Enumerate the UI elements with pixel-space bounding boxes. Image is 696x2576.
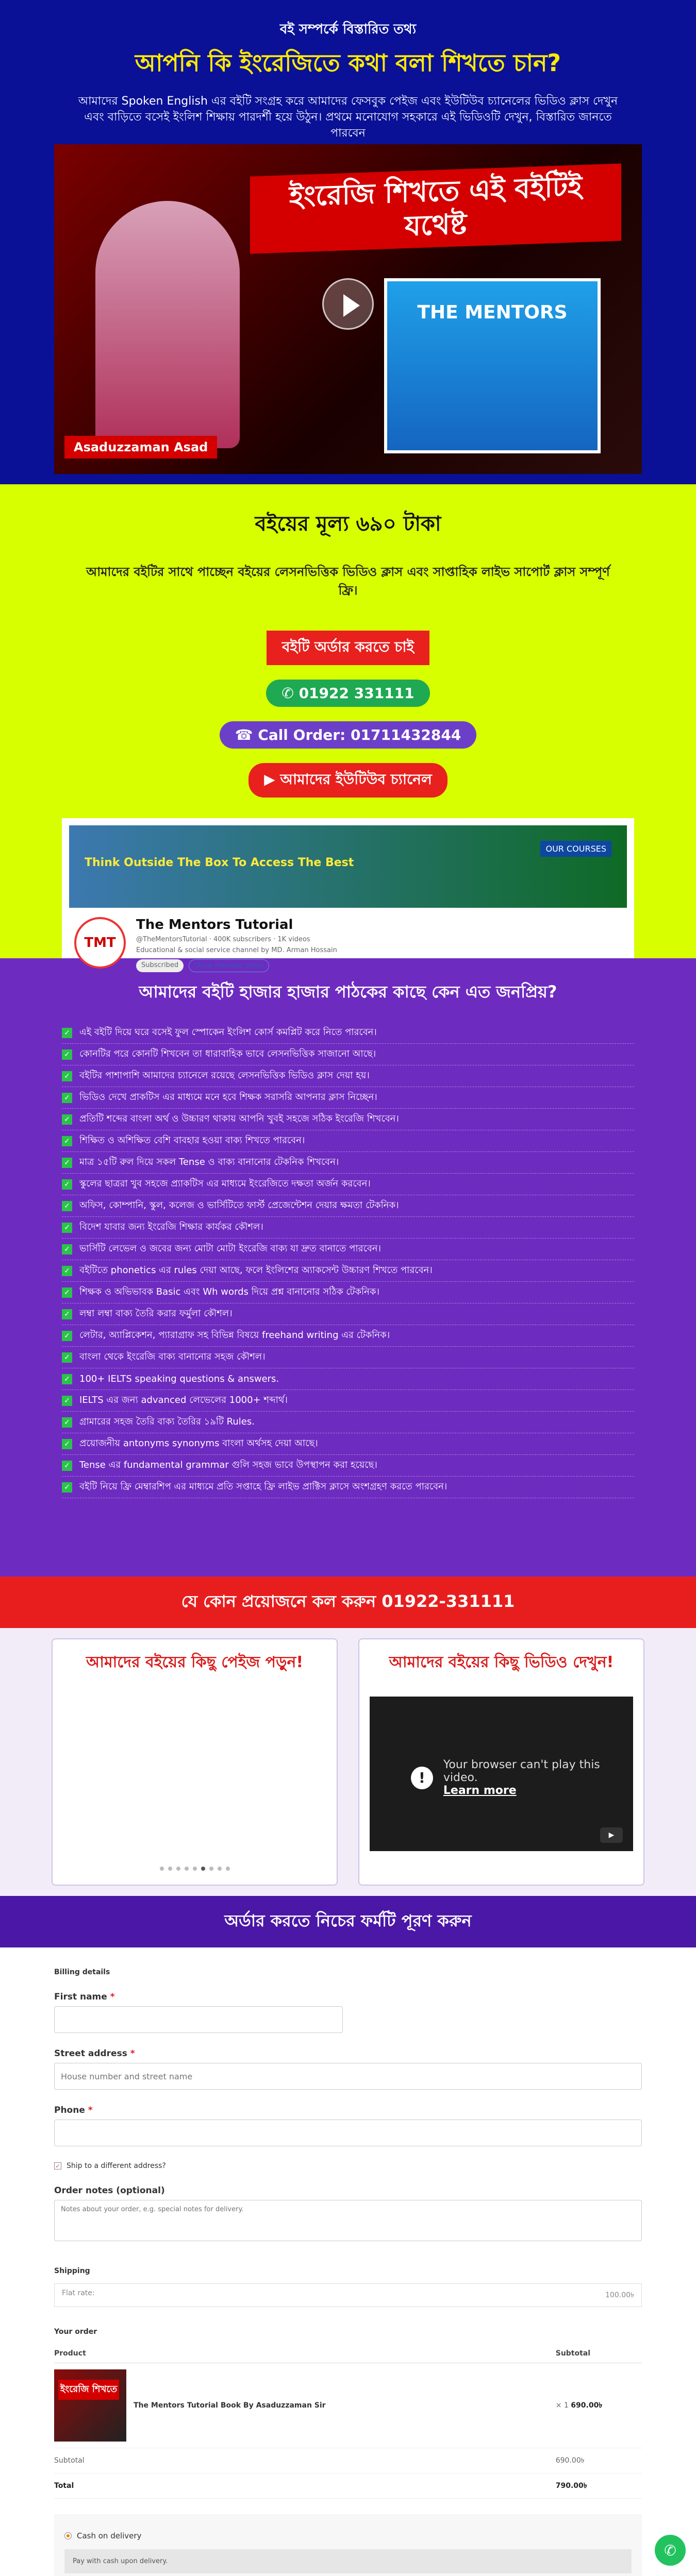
why-item-text: বইটিতে phonetics এর rules দেয়া আছে, ফলে ইংলিশের অ্যাকসেন্ট উচ্চারণ শিখতে পারবেন।	[79, 1265, 433, 1276]
street-label: Street address *	[54, 2048, 135, 2059]
why-list	[62, 1022, 634, 1498]
whatsapp-button[interactable]	[266, 680, 429, 707]
why-item-text: গ্রামারের সহজ তৈরি বাক্য তৈরির ১৯টি Rules.	[79, 1416, 255, 1427]
total-row	[54, 2473, 642, 2499]
why-list-item	[62, 1477, 634, 1498]
check-icon: ✓	[62, 1201, 72, 1211]
why-item-text: বইটির পাশাপাশি আমাদের চ্যানেলে রয়েছে লেসনভিত্তিক ভিডিও ক্লাস দেয়া হয়।	[79, 1070, 370, 1081]
why-item-text: ভার্সিটি লেভেল ও জবের জন্য মোটা মোটা ইংরেজি বাক্য যা দ্রুত বানাতে পারবেন।	[79, 1243, 381, 1254]
why-list-item	[62, 1433, 634, 1455]
why-list-item	[62, 1174, 634, 1195]
subtotal-label: Subtotal	[54, 2448, 556, 2473]
check-icon: ✓	[62, 1396, 72, 1406]
banner-courses: OUR COURSES	[540, 841, 611, 857]
why-list-item	[62, 1065, 634, 1087]
video-banner: ইংরেজি শিখতে এই বইটিই যথেষ্ট	[250, 163, 621, 253]
why-list-item	[62, 1390, 634, 1412]
why-item-text: লম্বা লম্বা বাক্য তৈরি করার ফর্মুলা কৌশল।	[79, 1308, 233, 1319]
ship-different-label: Ship to a different address?	[67, 2162, 166, 2170]
slider-dot[interactable]	[218, 1867, 222, 1871]
why-list-item	[62, 1239, 634, 1260]
slider-dot[interactable]	[160, 1867, 164, 1871]
why-list-item	[62, 1130, 634, 1152]
check-icon: ✓	[62, 1287, 72, 1298]
order-notes-field[interactable]	[54, 2200, 642, 2241]
channel-handle: @TheMentorsTutorial · 400K subscribers · 1K videos	[136, 936, 310, 943]
youtube-icon: ▶	[264, 771, 280, 788]
channel-about: Educational & social service channel by MD. Arman Hossain	[136, 946, 337, 954]
checkbox-icon[interactable]: ✓	[54, 2162, 61, 2170]
notes-label: Order notes (optional)	[54, 2185, 165, 2196]
why-list-item	[62, 1109, 634, 1130]
youtube-label: আমাদের ইউটিউব চ্যানেল	[280, 771, 432, 788]
why-item-text: কোনটির পরে কোনটি শিখবেন তা ধারাবাহিক ভাবে লেসনভিত্তিক সাজানো আছে।	[79, 1048, 376, 1059]
radio-icon[interactable]	[64, 2532, 72, 2539]
why-item-text: 100+ IELTS speaking questions & answers.	[79, 1374, 279, 1384]
check-icon: ✓	[62, 1374, 72, 1384]
why-list-item	[62, 1195, 634, 1217]
check-icon: ✓	[62, 1028, 72, 1038]
why-list-item	[62, 1260, 634, 1282]
why-item-text: লেটার, অ্যাপ্লিকেশন, প্যারাগ্রাফ সহ বিভিন্ন বিষয়ে freehand writing এর টেকনিক।	[79, 1330, 390, 1341]
whatsapp-label: 01922 331111	[299, 685, 415, 702]
phone-field[interactable]	[54, 2120, 642, 2146]
video-section	[0, 144, 696, 484]
check-icon: ✓	[62, 1417, 72, 1428]
payment-methods	[54, 2514, 642, 2576]
check-icon: ✓	[62, 1482, 72, 1493]
presenter-image	[95, 201, 240, 448]
why-list-item	[62, 1022, 634, 1044]
first-name-label: First name *	[54, 1992, 115, 2002]
phone-label: Phone *	[54, 2105, 93, 2115]
videos-title: আমাদের বইয়ের কিছু ভিডিও দেখুন!	[389, 1653, 614, 1671]
check-icon: ✓	[62, 1158, 72, 1168]
why-item-text: IELTS এর জন্য advanced লেভেলের 1000+ শব্দার্থ।	[79, 1395, 288, 1405]
order-header-text: অর্ডার করতে নিচের ফর্মটি পূরণ করুন	[224, 1911, 472, 1930]
hero-section	[0, 0, 696, 144]
check-icon: ✓	[62, 1309, 72, 1319]
hero-description: আমাদের Spoken English এর বইটি সংগ্রহ করে আমাদের ফেসবুক পেইজ এবং ইউটিউব চ্যানেলের ভিডিও ক্লাস দেখুন এবং বাড়িতে বসেই ইংলিশ শিক্ষায় পারদর্শী হয়ে উঠুন। প্রথমে মনোযোগ সহকারে এই ভিডিওটি দেখুন, বিস্তারিত জানতে পারবেন	[78, 95, 618, 140]
col-product: Product	[54, 2344, 556, 2363]
why-list-item	[62, 1368, 634, 1390]
channel-logo: TMT	[74, 917, 126, 969]
hero-subtitle: বই সম্পর্কে বিস্তারিত তথ্য	[279, 22, 417, 37]
why-list-item	[62, 1303, 634, 1325]
slider-dot[interactable]	[193, 1867, 197, 1871]
why-list-item	[62, 1347, 634, 1368]
slider-dot[interactable]	[185, 1867, 189, 1871]
price-description: আমাদের বইটির সাথে পাচ্ছেন বইয়ের লেসনভিত্তিক ভিডিও ক্লাস এবং সাপ্তাহিক লাইভ সাপোর্ট ক্লাস সম্পূর্ণ ফ্রি।	[86, 565, 610, 598]
why-item-text: বইটি নিয়ে ফ্রি মেম্বারশিপ এর মাধ্যমে প্রতি সপ্তাহে ফ্রি লাইভ প্রাক্টিস ক্লাসে অংশগ্রহণ করতে পারবেন।	[79, 1481, 448, 1492]
why-item-text: মাত্র ১৫টি রুল দিয়ে সকল Tense ও বাক্য বানানোর টেকনিক শিখবেন।	[79, 1157, 339, 1167]
member-perks-button[interactable]: Show member perks	[189, 959, 269, 972]
check-icon: ✓	[62, 1136, 72, 1146]
channel-banner	[69, 825, 627, 908]
youtube-logo-icon[interactable]: ▶	[600, 1827, 623, 1843]
flat-rate-amount: 100.00৳	[605, 2291, 634, 2299]
price-title: বইয়ের মূল্য ৬৯০ টাকা	[255, 512, 441, 536]
alert-icon: !	[411, 1767, 433, 1789]
why-item-text: শিক্ষক ও অভিভাবক Basic এবং Wh words দিয়ে প্রশ্ন বানানোর সঠিক টেকনিক।	[79, 1286, 379, 1297]
why-list-item	[62, 1152, 634, 1174]
slider-dots	[63, 1867, 326, 1871]
why-list-item	[62, 1325, 634, 1347]
video-error-text: Your browser can't play this video.	[443, 1758, 600, 1784]
check-icon: ✓	[62, 1223, 72, 1233]
play-icon[interactable]	[322, 278, 374, 330]
slider-dot-active[interactable]	[201, 1867, 205, 1871]
why-popular-section	[0, 958, 696, 1577]
why-item-text: বাংলা থেকে ইংরেজি বাক্য বানানোর সহজ কৌশল।	[79, 1351, 266, 1362]
payment-cod[interactable]	[64, 2524, 632, 2547]
learn-more-link[interactable]: Learn more	[443, 1784, 517, 1797]
channel-name: The Mentors Tutorial	[136, 917, 293, 933]
shipping-row	[54, 2283, 642, 2307]
subscribed-button[interactable]: Subscribed	[136, 959, 184, 972]
slider-dot[interactable]	[168, 1867, 172, 1871]
check-icon: ✓	[62, 1439, 72, 1449]
checkout-form	[0, 1947, 696, 2576]
check-icon: ✓	[62, 1331, 72, 1341]
product-name: The Mentors Tutorial Book By Asaduzzaman Sir	[134, 2401, 326, 2410]
call-bar	[0, 1577, 696, 1628]
whatsapp-float-icon[interactable]: ✆	[655, 2535, 686, 2566]
book-videos-box	[358, 1638, 644, 1886]
why-item-text: অফিস, কোম্পানি, স্কুল, কলেজ ও ভার্সিটিতে ফার্স্ট প্রেজেন্টেশন দেয়ার ক্ষমতা টেকনিক।	[79, 1200, 399, 1211]
your-order-heading: Your order	[54, 2328, 97, 2336]
total-value: 790.00৳	[556, 2473, 642, 2499]
why-list-item	[62, 1282, 634, 1303]
why-item-text: প্রয়োজনীয় antonyms synonyms বাংলা অর্থসহ দেয়া আছে।	[79, 1438, 318, 1449]
media-section	[0, 1628, 696, 1896]
order-button[interactable]: বইটি অর্ডার করতে চাই	[267, 631, 429, 665]
cod-description: Pay with cash upon delivery.	[64, 2549, 632, 2573]
banner-slogan: Think Outside The Box To Access The Best	[85, 856, 354, 869]
slider-dot[interactable]	[226, 1867, 230, 1871]
why-title: আমাদের বইটি হাজার হাজার পাঠকের কাছে কেন এত জনপ্রিয়?	[139, 982, 557, 1002]
why-item-text: ভিডিও দেখে প্রাকটিস এর মাধ্যমে মনে হবে শিক্ষক সরাসরি আপনার ক্লাস নিচ্ছেন।	[79, 1092, 377, 1103]
why-item-text: Tense এর fundamental grammar গুলি সহজ ভাবে উপস্থাপন করা হয়েছে।	[79, 1460, 377, 1470]
why-list-item	[62, 1217, 634, 1239]
billing-heading: Billing details	[54, 1968, 110, 1976]
why-list-item	[62, 1412, 634, 1433]
check-icon: ✓	[62, 1244, 72, 1255]
why-item-text: এই বইটি দিয়ে ঘরে বসেই ফুল স্পোকেন ইংলিশ কোর্স কমপ্লিট করে নিতে পারবেন।	[79, 1027, 377, 1038]
presenter-name-tag: Asaduzzaman Asad	[64, 436, 217, 459]
product-thumbnail: ইংরেজি শিখতে	[54, 2369, 126, 2442]
street-field[interactable]	[54, 2063, 642, 2090]
cod-label: Cash on delivery	[77, 2531, 142, 2540]
total-label: Total	[54, 2473, 556, 2499]
hero-title: আপনি কি ইংরেজিতে কথা বলা শিখতে চান?	[135, 49, 561, 77]
promo-video[interactable]	[54, 144, 642, 474]
subtotal-value: 690.00৳	[556, 2448, 642, 2473]
pages-title: আমাদের বইয়ের কিছু পেইজ পড়ুন!	[86, 1653, 304, 1671]
why-item-text: শিক্ষিত ও অশিক্ষিত বেশি বাবহার হওয়া বাক্য শিখতে পারবেন।	[79, 1135, 305, 1146]
why-item-text: স্কুলের ছাত্ররা খুব সহজে প্র্যাকটিস এর মাধ্যমে ইংরেজিতে দক্ষতা অর্জন করবেন।	[79, 1178, 371, 1189]
youtube-channel-button[interactable]	[248, 763, 448, 798]
slider-dot[interactable]	[176, 1867, 180, 1871]
price-section	[0, 484, 696, 970]
check-icon: ✓	[62, 1179, 72, 1190]
whatsapp-icon: ✆	[281, 685, 299, 702]
why-list-item	[62, 1044, 634, 1065]
check-icon: ✓	[62, 1049, 72, 1060]
books-title: THE MENTORS	[417, 302, 568, 323]
check-icon: ✓	[62, 1114, 72, 1125]
check-icon: ✓	[62, 1461, 72, 1471]
order-item-row	[54, 2363, 642, 2448]
why-item-text: প্রতিটি শব্দের বাংলা অর্থ ও উচ্চারণ থাকায় আপনি খুবই সহজে সঠিক ইংরেজি শিখবেন।	[79, 1113, 399, 1124]
check-icon: ✓	[62, 1093, 72, 1103]
product-price: 690.00৳	[571, 2401, 603, 2410]
check-icon: ✓	[62, 1352, 72, 1363]
book-pages-box	[52, 1638, 338, 1886]
call-bar-text[interactable]: যে কোন প্রয়োজনে কল করুন 01922-331111	[181, 1591, 515, 1611]
why-list-item	[62, 1087, 634, 1109]
check-icon: ✓	[62, 1266, 72, 1276]
video-error	[411, 1758, 633, 1797]
check-icon: ✓	[62, 1071, 72, 1081]
first-name-field[interactable]	[54, 2006, 343, 2033]
product-qty: × 1	[555, 2401, 569, 2410]
why-list-item	[62, 1455, 634, 1477]
ship-different-checkbox[interactable]	[54, 2162, 642, 2170]
slider-dot[interactable]	[209, 1867, 213, 1871]
order-table	[54, 2344, 642, 2499]
embedded-video-player[interactable]	[370, 1697, 633, 1851]
phone-icon: ☎	[235, 726, 258, 743]
col-subtotal: Subtotal	[556, 2344, 642, 2363]
order-header	[0, 1896, 696, 1947]
why-item-text: বিদেশ যাবার জন্য ইংরেজি শিক্ষার কার্যকর কৌশল।	[79, 1222, 263, 1232]
flat-rate-label: Flat rate:	[62, 2289, 95, 2297]
call-order-button[interactable]	[220, 721, 477, 749]
book-stack-image	[384, 278, 601, 453]
call-label: Call Order: 01711432844	[258, 726, 461, 743]
shipping-heading: Shipping	[54, 2267, 90, 2275]
subtotal-row	[54, 2448, 642, 2473]
